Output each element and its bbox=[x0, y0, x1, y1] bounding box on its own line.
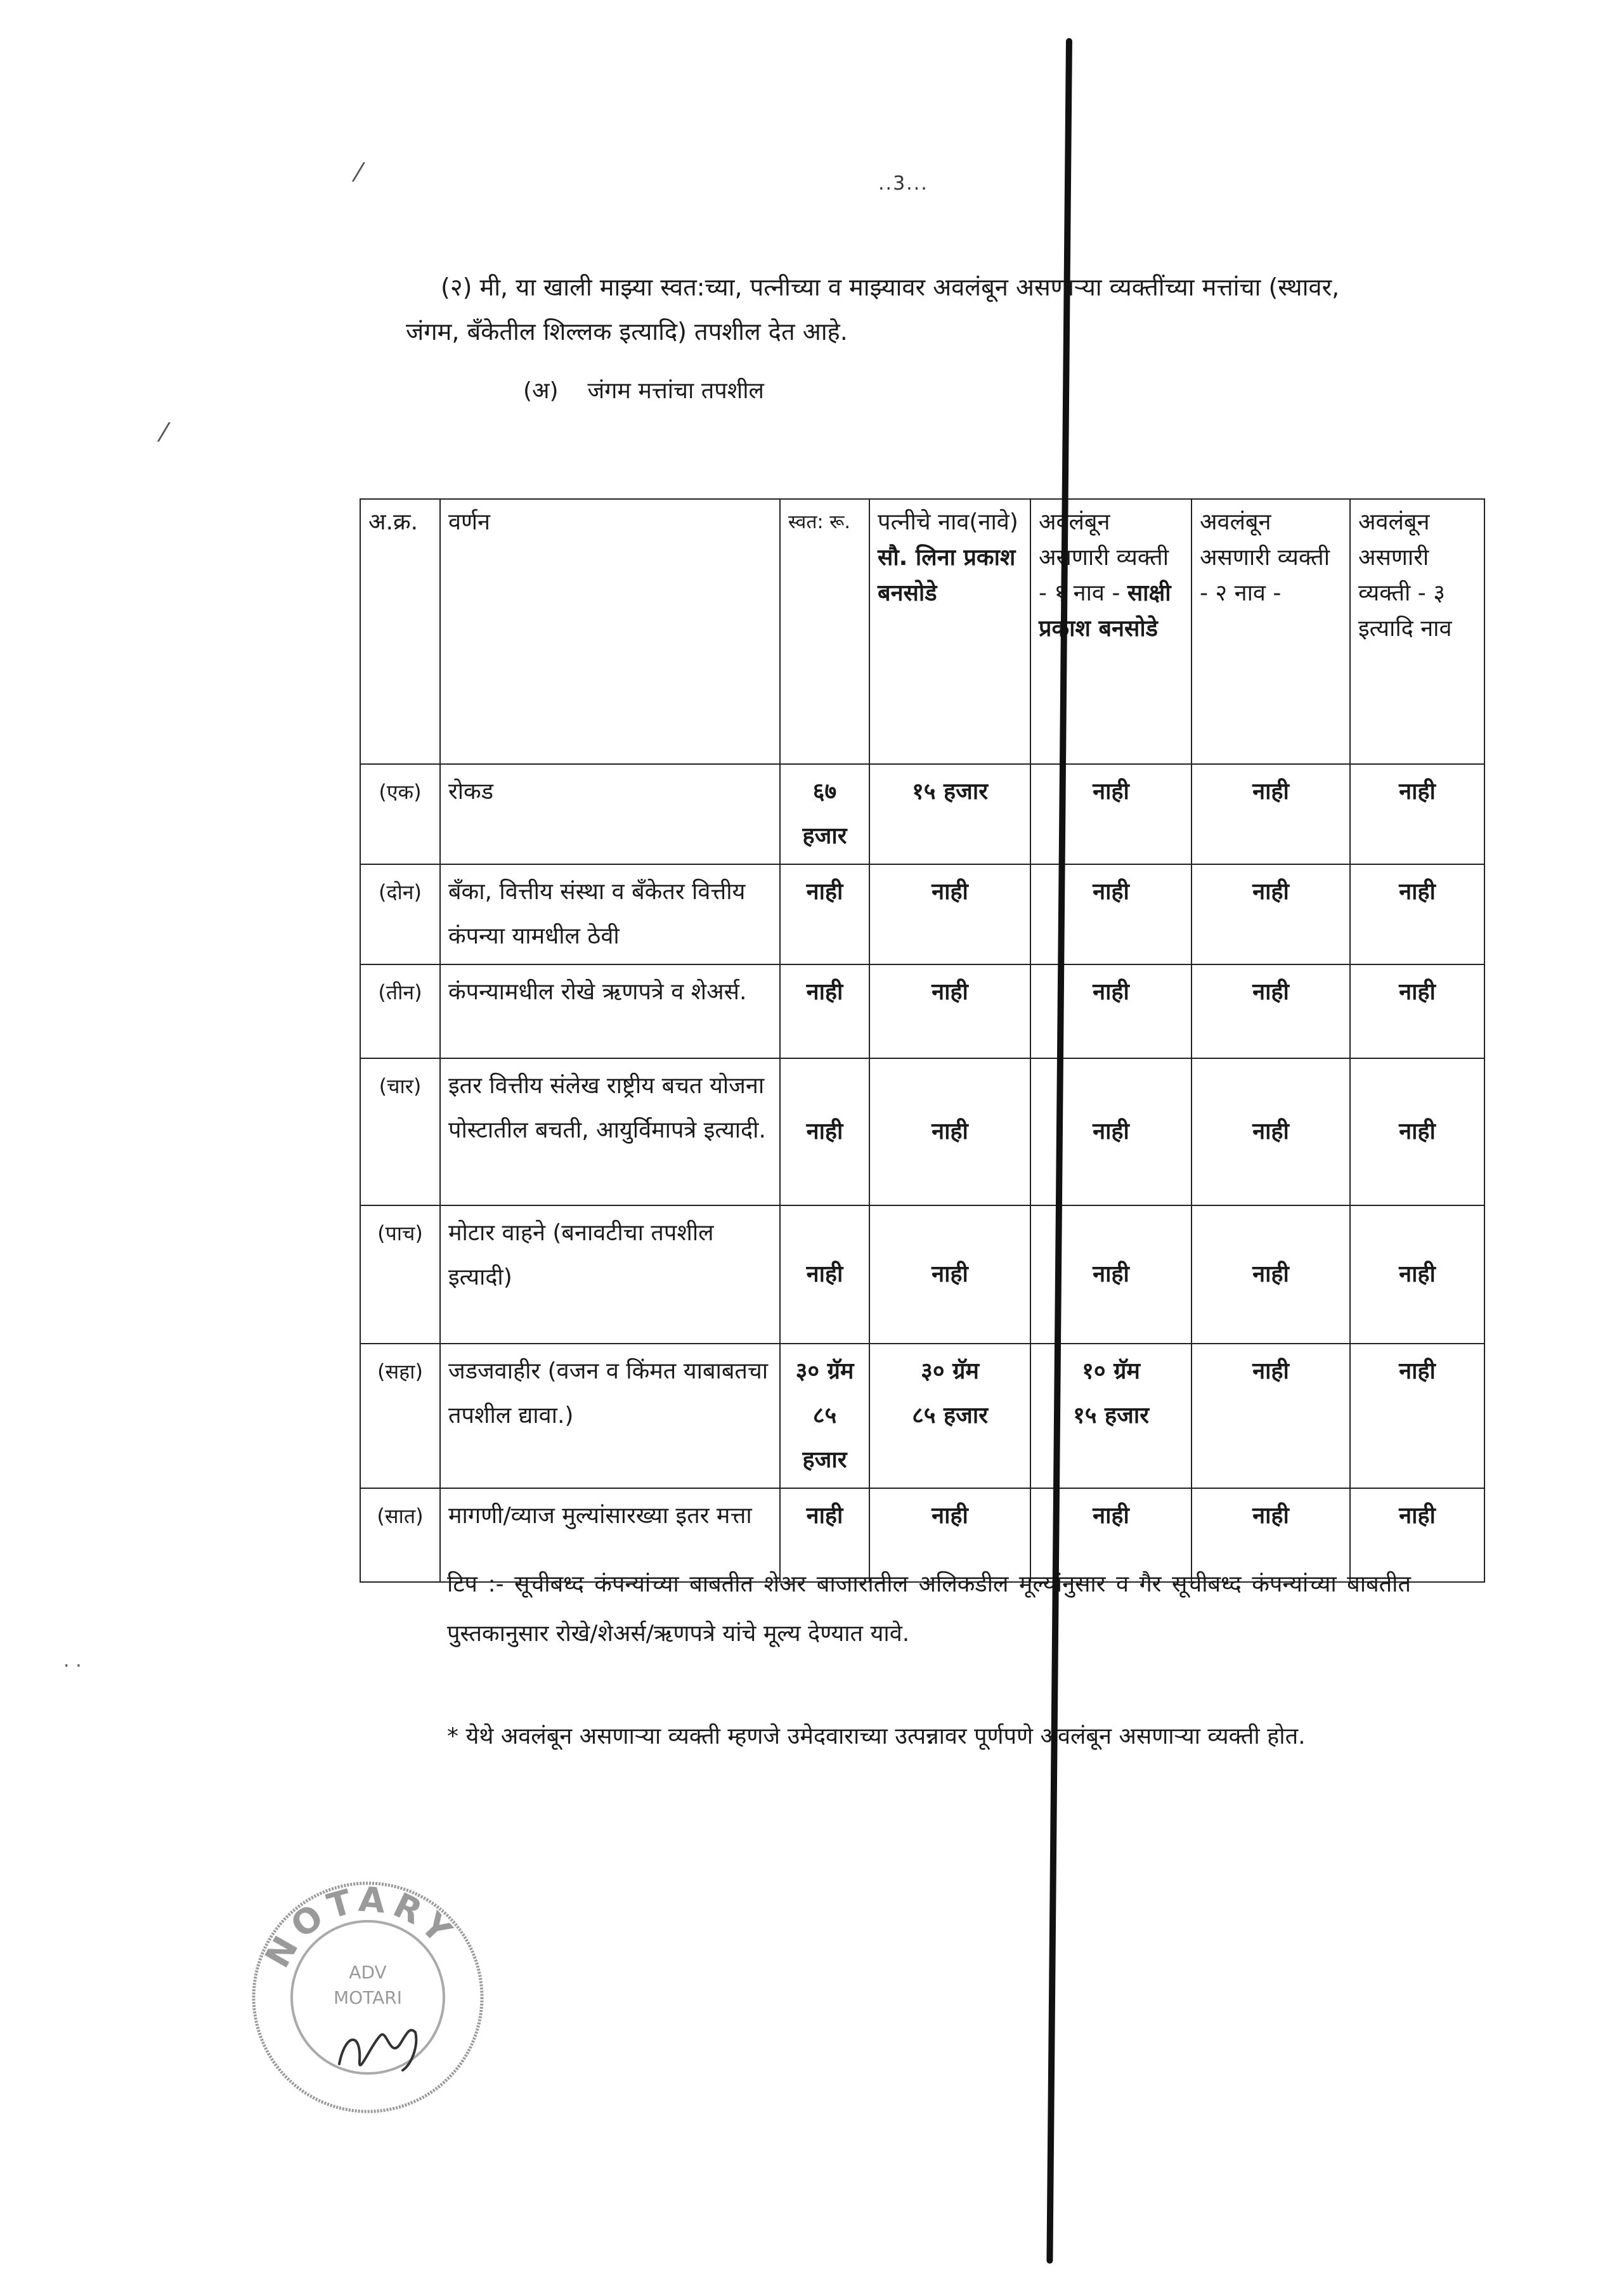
row-description: मागणी/व्याज मुल्यांसारख्या इतर मत्ता bbox=[440, 1488, 780, 1582]
dependent-3-value: नाही bbox=[1350, 764, 1484, 864]
spouse-value: नाही bbox=[869, 864, 1030, 964]
dependent-1-value: नाही bbox=[1030, 764, 1192, 864]
row-number: (तीन) bbox=[360, 964, 440, 1058]
dependent-1-value: नाही bbox=[1030, 1488, 1192, 1582]
self-weight: ३० ग्रॅम bbox=[795, 1358, 854, 1384]
dependent-3-value: नाही bbox=[1350, 1205, 1484, 1344]
row-number: (एक) bbox=[360, 764, 440, 864]
dependent-1-value: नाही bbox=[1030, 1205, 1192, 1344]
subheading-text: जंगम मत्तांचा तपशील bbox=[587, 378, 764, 404]
table-row bbox=[360, 964, 1484, 1058]
header-self: स्वत: रू. bbox=[780, 499, 869, 764]
header-dependent-1-label: अवलंबून असणारी व्यक्ती - १ नाव - bbox=[1039, 509, 1169, 606]
dependent-2-value: नाही bbox=[1192, 1205, 1350, 1344]
header-dependent-1 bbox=[1030, 499, 1192, 764]
header-description: वर्णन bbox=[440, 499, 780, 764]
row-number: (सहा) bbox=[360, 1344, 440, 1488]
dependent-2-value: नाही bbox=[1192, 1058, 1350, 1205]
dependent-1-weight: १० ग्रॅम bbox=[1082, 1358, 1140, 1384]
header-sr: अ.क्र. bbox=[360, 499, 440, 764]
table-header-row bbox=[360, 499, 1484, 764]
table-row bbox=[360, 1058, 1484, 1205]
dependent-1-value: नाही bbox=[1030, 964, 1192, 1058]
dependent-3-value: नाही bbox=[1350, 964, 1484, 1058]
header-spouse bbox=[869, 499, 1030, 764]
spouse-value: नाही bbox=[869, 1058, 1030, 1205]
row-description: बँका, वित्तीय संस्था व बँकेतर वित्तीय कंपन्या यामधील ठेवी bbox=[440, 864, 780, 964]
row-description: मोटार वाहने (बनावटीचा तपशील इत्यादी) bbox=[440, 1205, 780, 1344]
subheading-label: (अ) bbox=[523, 378, 559, 404]
footnote-valuation: टिप :- सूचीबध्द कंपन्यांच्या बाबतीत शेअर बाजारातील अलिकडील मूल्यांनुसार व गैर सूचीबध्द कंपन्यांच्या बाबतीत पुस्तकानुसार रोखे/शेअर्स/ऋणपत्रे यांचे मूल्य देण्यात यावे. bbox=[447, 1571, 1411, 1647]
margin-mark: · · bbox=[63, 1655, 82, 1677]
row-number: (चार) bbox=[360, 1058, 440, 1205]
notary-stamp bbox=[244, 1874, 491, 2121]
dependent-3-value: नाही bbox=[1350, 864, 1484, 964]
row-description: रोकड bbox=[440, 764, 780, 864]
dependent-2-value: नाही bbox=[1192, 1344, 1350, 1488]
dependent-3-value: नाही bbox=[1350, 1058, 1484, 1205]
margin-mark: ⁄ bbox=[162, 418, 166, 448]
header-dependent-3: अवलंबून असणारी व्यक्ती - ३ इत्यादि नाव bbox=[1350, 499, 1484, 764]
spouse-value: नाही bbox=[869, 1205, 1030, 1344]
self-value: नाही bbox=[780, 1205, 869, 1344]
row-number: (पाच) bbox=[360, 1205, 440, 1344]
row-description: जडजवाहीर (वजन व किंमत याबाबतचा तपशील द्यावा.) bbox=[440, 1344, 780, 1488]
dependent-2-value: नाही bbox=[1192, 1488, 1350, 1582]
dependent-3-value: नाही bbox=[1350, 1344, 1484, 1488]
self-value: नाही bbox=[780, 1058, 869, 1205]
intro-paragraph: (२) मी, या खाली माझ्या स्वत:च्या, पत्नीच्या व माझ्यावर अवलंबून असणाऱ्या व्यक्तींच्या मत्तांचा (स्थावर, जंगम, बँकेतील शिल्लक इत्यादि) तपशील देत आहे. bbox=[406, 273, 1340, 346]
spouse-value: १५ हजार bbox=[869, 764, 1030, 864]
table-row bbox=[360, 864, 1484, 964]
movable-assets-table bbox=[360, 498, 1485, 1583]
svg-text:NOTARY bbox=[257, 1879, 464, 1975]
section-subheading bbox=[523, 374, 764, 405]
spouse-weight: ३० ग्रॅम bbox=[921, 1358, 979, 1384]
spouse-value bbox=[869, 1344, 1030, 1488]
stamp-inner-line-1: ADV bbox=[349, 1962, 387, 1983]
table-row bbox=[360, 1205, 1484, 1344]
dependent-1-value: नाही bbox=[1030, 1058, 1192, 1205]
row-description: इतर वित्तीय संलेख राष्ट्रीय बचत योजना पोस्टातील बचती, आयुर्विमापत्रे इत्यादी. bbox=[440, 1058, 780, 1205]
row-description: कंपन्यामधील रोखे ऋणपत्रे व शेअर्स. bbox=[440, 964, 780, 1058]
self-value: नाही bbox=[780, 864, 869, 964]
header-dependent-2: अवलंबून असणारी व्यक्ती - २ नाव - bbox=[1192, 499, 1350, 764]
row-number: (सात) bbox=[360, 1488, 440, 1582]
self-value: नाही bbox=[780, 1488, 869, 1582]
dependent-2-value: नाही bbox=[1192, 764, 1350, 864]
self-value: नाही bbox=[780, 964, 869, 1058]
spouse-name: सौ. लिना प्रकाश बनसोडे bbox=[878, 545, 1016, 606]
row-number: (दोन) bbox=[360, 864, 440, 964]
spouse-value: नाही bbox=[869, 964, 1030, 1058]
self-value: ६७ हजार bbox=[780, 764, 869, 864]
dependent-2-value: नाही bbox=[1192, 864, 1350, 964]
dependent-1-amount: १५ हजार bbox=[1073, 1403, 1149, 1429]
stamp-text: NOTARY bbox=[257, 1879, 464, 1975]
footnote-dependents: * येथे अवलंबून असणाऱ्या व्यक्ती म्हणजे उमेदवाराच्या उत्पन्नावर पूर्णपणे अवलंबून असणाऱ्या व्यक्ती होत. bbox=[447, 1723, 1306, 1749]
self-value bbox=[780, 1344, 869, 1488]
margin-mark: ⁄ bbox=[356, 159, 361, 188]
dependent-3-value: नाही bbox=[1350, 1488, 1484, 1582]
spouse-amount: ८५ हजार bbox=[912, 1403, 988, 1429]
dependent-1-value: नाही bbox=[1030, 864, 1192, 964]
self-amount: ८५ हजार bbox=[802, 1403, 847, 1473]
table-row bbox=[360, 764, 1484, 864]
header-spouse-label: पत्नीचे नाव(नावे) bbox=[878, 509, 1018, 535]
dependent-2-value: नाही bbox=[1192, 964, 1350, 1058]
stamp-inner-line-2: MOTARI bbox=[334, 1987, 402, 2008]
spouse-value: नाही bbox=[869, 1488, 1030, 1582]
dependent-1-name: साक्षी प्रकाश बनसोडे bbox=[1039, 580, 1171, 642]
page-number: ..3... bbox=[878, 172, 928, 195]
table-row bbox=[360, 1344, 1484, 1488]
